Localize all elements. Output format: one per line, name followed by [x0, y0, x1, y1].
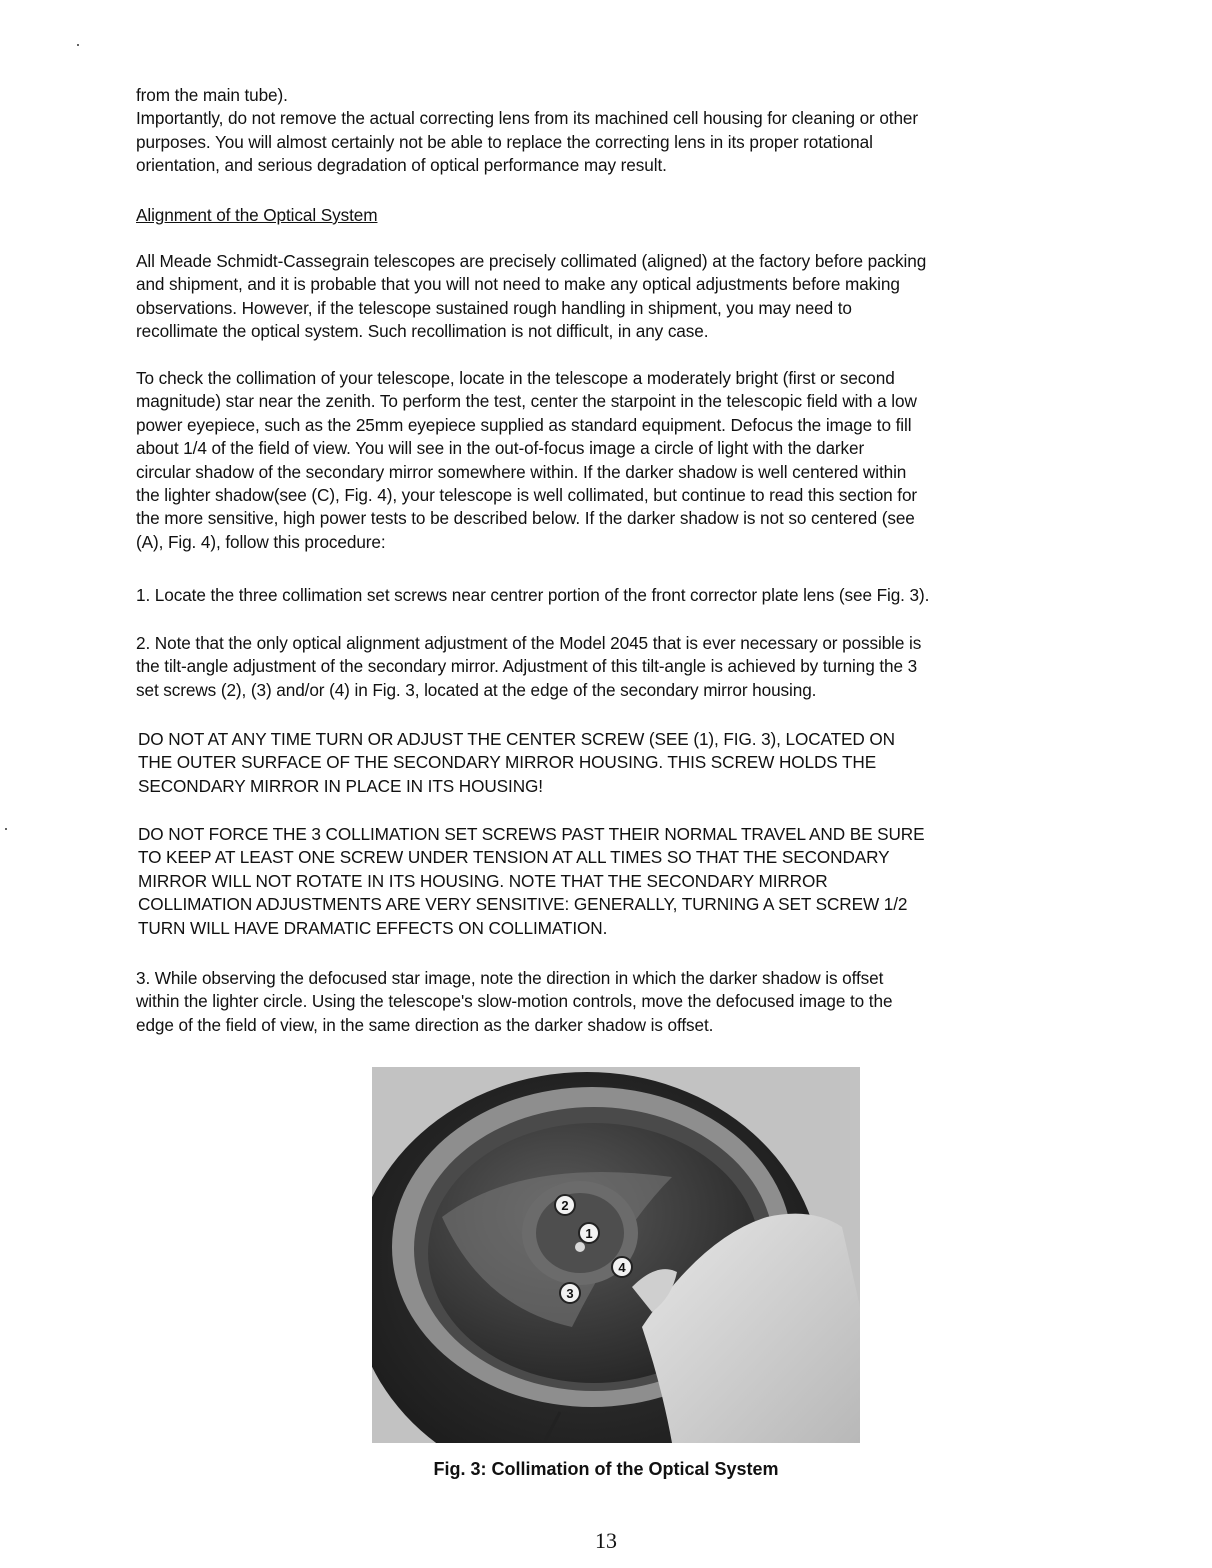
text-line: the more sensitive, high power tests to be described below. If the darker shadow is not so centered (see	[136, 508, 915, 529]
label-4: 4	[618, 1260, 626, 1275]
scan-speck	[5, 828, 7, 830]
text-line: recollimate the optical system. Such recollimation is not difficult, in any case.	[136, 321, 709, 342]
text-line: (A), Fig. 4), follow this procedure:	[136, 531, 386, 552]
step-1	[136, 584, 1096, 607]
text-line: To check the collimation of your telescope, locate in the telescope a moderately bright (first or second	[136, 368, 895, 388]
text-line: from the main tube).	[136, 85, 288, 105]
text-line: TURN WILL HAVE DRAMATIC EFFECTS ON COLLIMATION.	[138, 917, 608, 938]
paragraph-factory-collimation	[136, 250, 1096, 344]
text-line: SECONDARY MIRROR IN PLACE IN ITS HOUSING!	[138, 775, 543, 796]
label-4-callout	[612, 1257, 632, 1277]
step-2	[136, 632, 1096, 702]
text-line: about 1/4 of the field of view. You will see in the out-of-focus image a circle of light with the darker	[136, 438, 865, 459]
text-line: THE OUTER SURFACE OF THE SECONDARY MIRROR HOUSING. THIS SCREW HOLDS THE	[138, 752, 877, 773]
telescope-front-illustration	[372, 1067, 860, 1443]
page-number: 13	[595, 1528, 617, 1553]
scan-speck	[77, 44, 79, 46]
warning-set-screws	[138, 823, 1098, 940]
text-line: 2. Note that the only optical alignment adjustment of the Model 2045 that is ever necessary or possible is	[136, 633, 922, 653]
text-line: observations. However, if the telescope sustained rough handling in shipment, you may need to	[136, 297, 852, 318]
text-line: COLLIMATION ADJUSTMENTS ARE VERY SENSITIVE: GENERALLY, TURNING A SET SCREW 1/2	[138, 894, 908, 915]
text-line: purposes. You will almost certainly not be able to replace the correcting lens in its proper rotational	[136, 131, 873, 152]
step-3	[136, 967, 1096, 1037]
text-line: and shipment, and it is probable that you will not need to make any optical adjustments before making	[136, 274, 900, 295]
center-screw	[575, 1242, 585, 1252]
text-line: 1. Locate the three collimation set screws near centrer portion of the front corrector plate lens (see Fig. 3).	[136, 585, 930, 605]
text-line: power eyepiece, such as the 25mm eyepiece supplied as standard equipment. Defocus the image to fill	[136, 414, 912, 435]
label-3-callout	[560, 1283, 580, 1303]
text-line: TO KEEP AT LEAST ONE SCREW UNDER TENSION AT ALL TIMES SO THAT THE SECONDARY	[138, 847, 890, 868]
text-line: circular shadow of the secondary mirror somewhere within. If the darker shadow is well centered within	[136, 461, 907, 482]
warning-center-screw	[138, 728, 1098, 798]
text-line: 3. While observing the defocused star image, note the direction in which the darker shadow is offset	[136, 968, 884, 988]
text-line: MIRROR WILL NOT ROTATE IN ITS HOUSING. NOTE THAT THE SECONDARY MIRROR	[138, 870, 828, 891]
intro-paragraph	[136, 84, 1096, 178]
text-line: within the lighter circle. Using the telescope's slow-motion controls, move the defocused image to the	[136, 991, 893, 1012]
text-line: Importantly, do not remove the actual correcting lens from its machined cell housing for cleaning or other	[136, 108, 919, 129]
text-line: orientation, and serious degradation of optical performance may result.	[136, 155, 667, 176]
text-line: DO NOT AT ANY TIME TURN OR ADJUST THE CENTER SCREW (SEE (1), FIG. 3), LOCATED ON	[138, 729, 895, 749]
label-1-callout	[579, 1223, 599, 1243]
section-heading	[136, 204, 1096, 227]
figure-photo	[372, 1067, 860, 1443]
label-2: 2	[561, 1198, 569, 1213]
figure-caption: Fig. 3: Collimation of the Optical System	[433, 1459, 779, 1479]
text-line: magnitude) star near the zenith. To perform the test, center the starpoint in the telescopic field with a low	[136, 391, 917, 412]
label-2-callout	[555, 1195, 575, 1215]
text-line: All Meade Schmidt-Cassegrain telescopes are precisely collimated (aligned) at the factory before packing	[136, 251, 927, 271]
text-line: edge of the field of view, in the same direction as the darker shadow is offset.	[136, 1014, 714, 1035]
text-line: set screws (2), (3) and/or (4) in Fig. 3, located at the edge of the secondary mirror housing.	[136, 679, 817, 700]
label-1: 1	[585, 1226, 593, 1241]
text-line: the lighter shadow(see (C), Fig. 4), your telescope is well collimated, but continue to read this section for	[136, 485, 918, 506]
text-line: the tilt-angle adjustment of the secondary mirror. Adjustment of this tilt-angle is achieved by turning the 3	[136, 656, 918, 677]
text-line: DO NOT FORCE THE 3 COLLIMATION SET SCREWS PAST THEIR NORMAL TRAVEL AND BE SURE	[138, 824, 925, 844]
label-3: 3	[566, 1286, 574, 1301]
paragraph-check-collimation	[136, 367, 1096, 554]
section-heading-text: Alignment of the Optical System	[136, 205, 378, 225]
